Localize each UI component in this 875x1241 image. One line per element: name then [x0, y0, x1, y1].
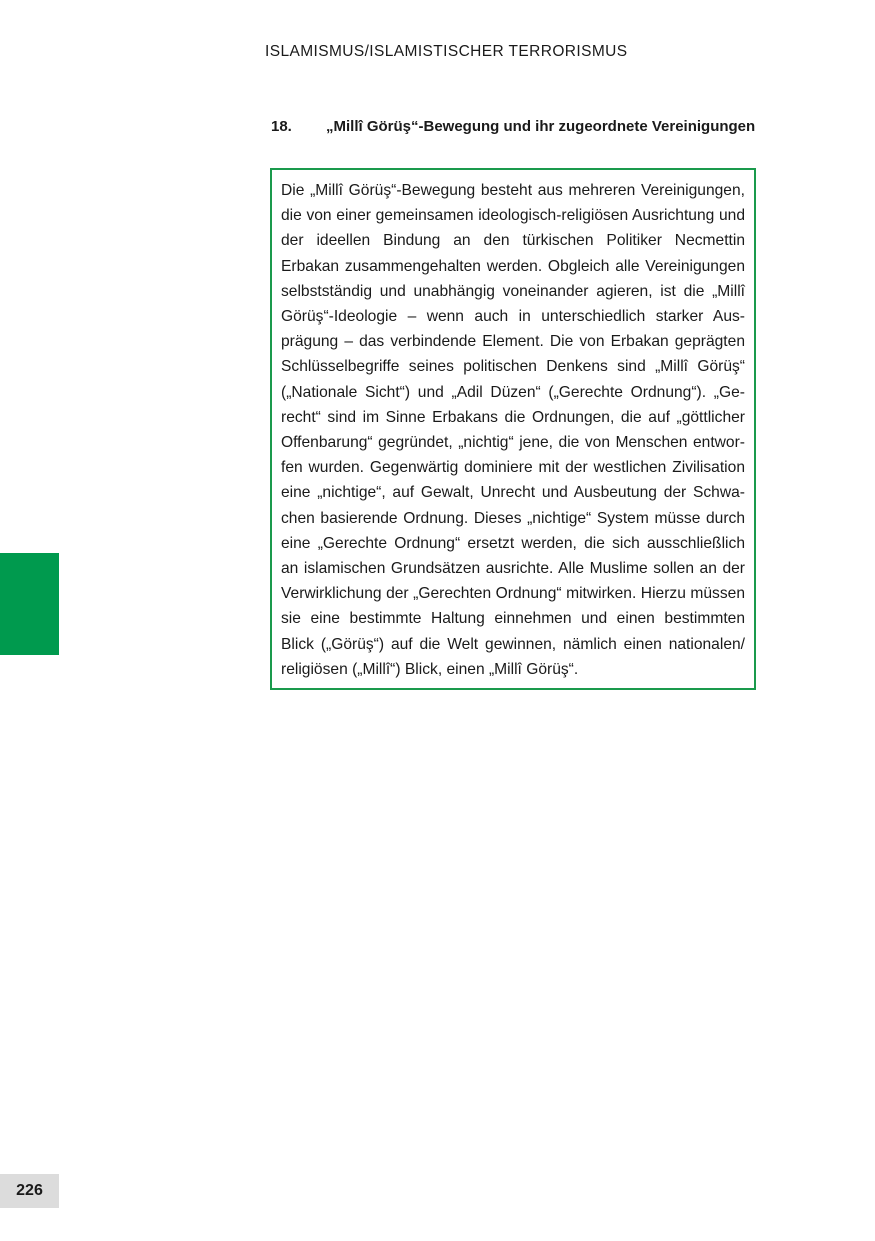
- section-title: „Millî Görüş“-Bewegung und ihr zugeordnete Vereinigungen: [326, 118, 756, 135]
- page-number: 226: [0, 1174, 59, 1208]
- info-box: [270, 168, 756, 690]
- section-heading: [271, 118, 761, 135]
- section-number: 18.: [271, 118, 292, 135]
- info-box-text: Die „Millî Görüş“-Bewegung besteht aus mehreren Vereinigungen, die von einer gemeinsamen ideologisch-religiösen Ausrichtung und der ideellen Bindung an den türkischen Politiker Necmettin Erbakan zusammengehalten werden. Obgleich alle Vereinigungen selbstständig und unabhängig voneinander agieren, ist die „Millî Görüş“-Ideologie – wenn auch in unterschiedlich starker Ausprägung – das verbindende Element. Die von Erbakan geprägten Schlüsselbegriffe seines politischen Denkens sind „Millî Görüş“ („Nationale Sicht“) und „Adil Düzen“ („Gerechte Ordnung“). „Gerecht“ sind im Sinne Erbakans die Ordnungen, die auf „göttlicher Offenbarung“ gegründet, „nichtig“ jene, die von Menschen entworfen wurden. Gegenwärtig dominiere mit der westlichen Zivilisation eine „nichtige“, auf Gewalt, Unrecht und Ausbeutung der Schwachen basierende Ordnung. Dieses „nichtige“ System müsse durch eine „Gerechte Ordnung“ ersetzt werden, die sich ausschließlich an islamischen Grundsätzen ausrichte. Alle Muslime sollen an der Verwirklichung der „Gerechten Ordnung“ mitwirken. Hierzu müssen sie eine bestimmte Haltung einnehmen und einen bestimmten Blick („Görüş“) auf die Welt gewinnen, nämlich einen nationalen/ religiösen („Millî“) Blick, einen „Millî Görüş“.: [281, 182, 745, 678]
- chapter-side-tab: [0, 553, 59, 655]
- running-header: ISLAMISMUS/ISLAMISTISCHER TERRORISMUS: [265, 43, 628, 60]
